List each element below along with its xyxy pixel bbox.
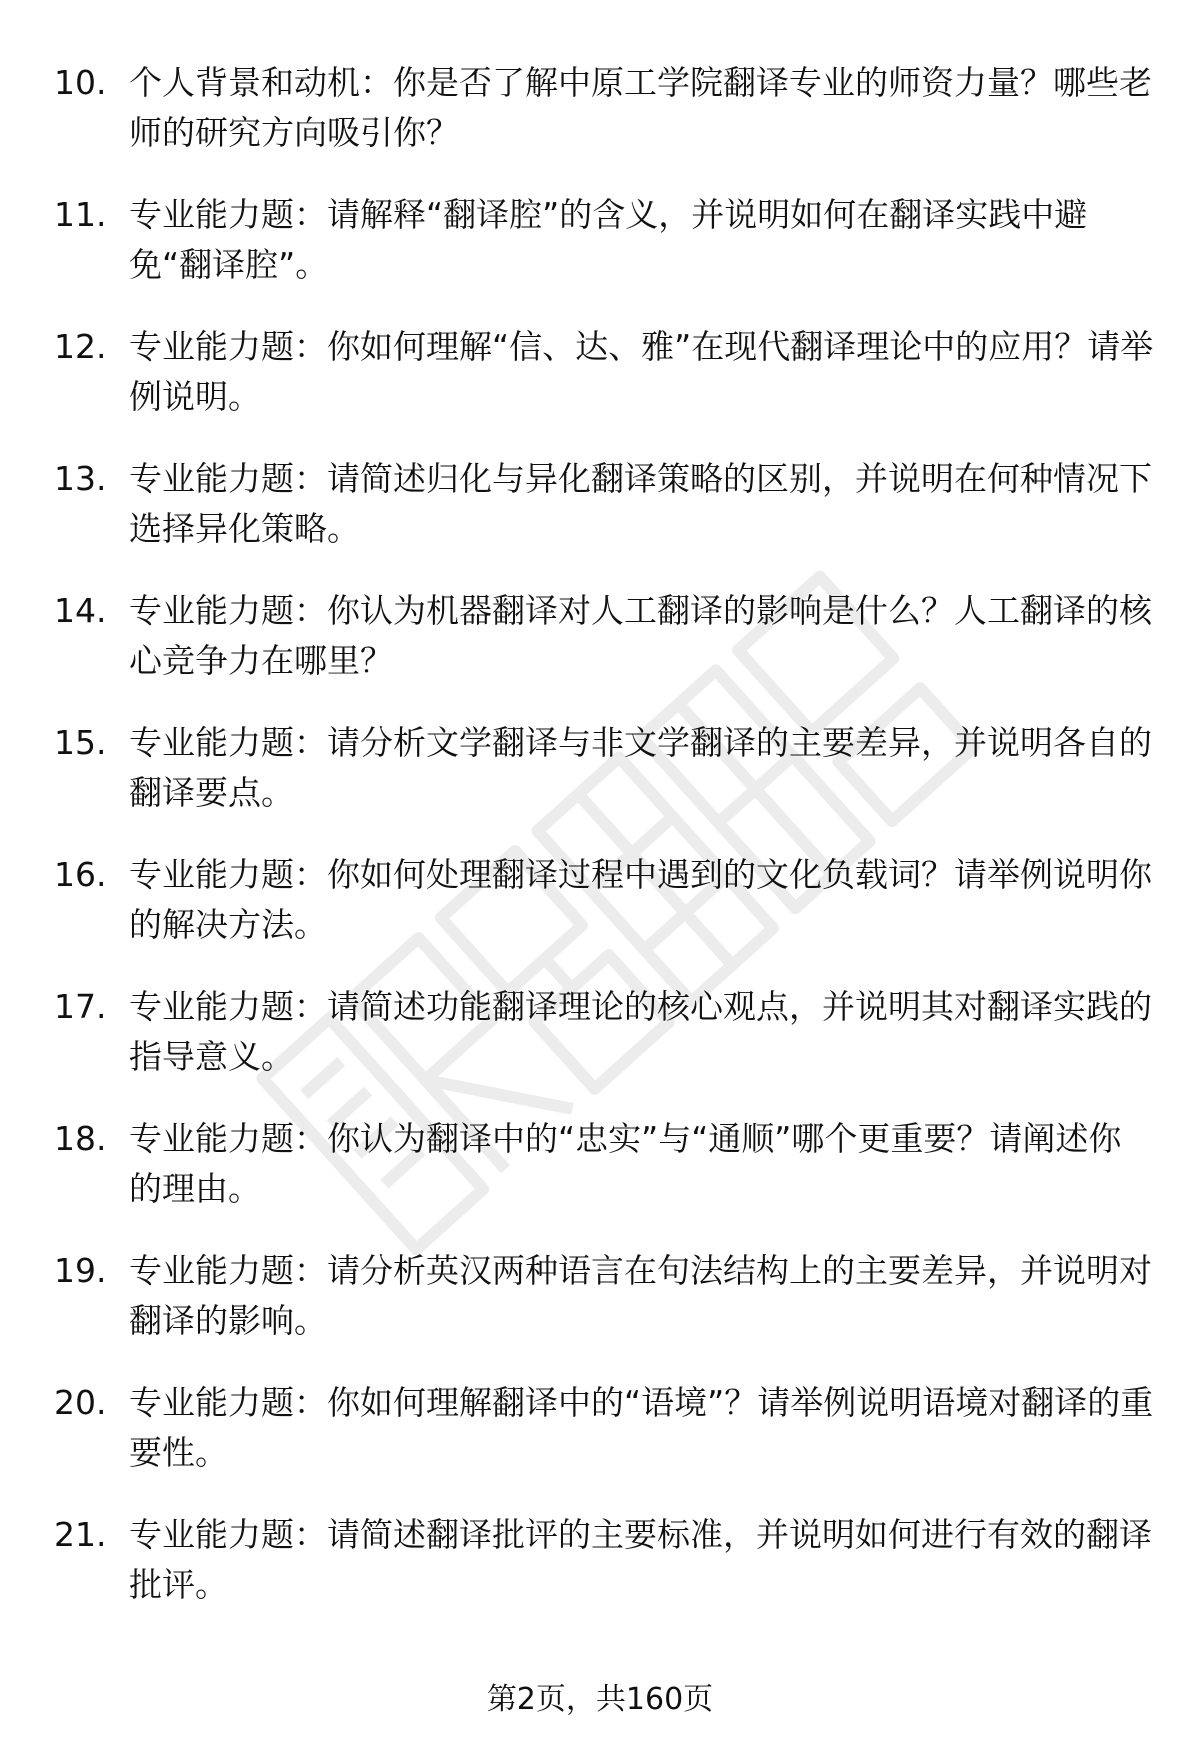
- question-text: 专业能力题：你如何处理翻译过程中遇到的文化负载词？请举例说明你的解决方法。: [129, 855, 1152, 944]
- question-text: 专业能力题：请简述翻译批评的主要标准，并说明如何进行有效的翻译批评。: [129, 1515, 1152, 1604]
- question-text: 专业能力题：请分析文学翻译与非文学翻译的主要差异，并说明各自的翻译要点。: [129, 723, 1152, 812]
- list-item: [54, 1246, 1154, 1378]
- question-text: 专业能力题：请简述功能翻译理论的核心观点，并说明其对翻译实践的指导意义。: [129, 987, 1152, 1076]
- question-number: 17.: [54, 987, 107, 1026]
- page-number: 第2页，共160页: [486, 1682, 714, 1717]
- question-number: 19.: [54, 1251, 107, 1290]
- list-item: [54, 1114, 1154, 1246]
- question-text: 专业能力题：你认为机器翻译对人工翻译的影响是什么？人工翻译的核心竞争力在哪里？: [129, 591, 1152, 680]
- question-number: 21.: [54, 1515, 107, 1554]
- list-item: [54, 982, 1154, 1114]
- list-item: [54, 1510, 1154, 1642]
- list-item: [54, 586, 1154, 718]
- question-text: 专业能力题：你如何理解翻译中的“语境”？请举例说明语境对翻译的重要性。: [129, 1383, 1154, 1472]
- question-number: 10.: [54, 63, 107, 102]
- list-item: [54, 322, 1154, 454]
- question-number: 11.: [54, 195, 107, 234]
- list-item: [54, 850, 1154, 982]
- question-number: 16.: [54, 855, 107, 894]
- list-item: [54, 718, 1154, 850]
- question-number: 20.: [54, 1383, 107, 1422]
- question-text: 专业能力题：请分析英汉两种语言在句法结构上的主要差异，并说明对翻译的影响。: [129, 1251, 1152, 1340]
- question-text: 专业能力题：请解释“翻译腔”的含义，并说明如何在翻译实践中避免“翻译腔”。: [129, 195, 1088, 284]
- list-item: [54, 1378, 1154, 1510]
- question-number: 15.: [54, 723, 107, 762]
- list-item: [54, 190, 1154, 322]
- question-text: 专业能力题：请简述归化与异化翻译策略的区别，并说明在何种情况下选择异化策略。: [129, 459, 1152, 548]
- question-number: 14.: [54, 591, 107, 630]
- question-list: [54, 58, 1154, 1642]
- question-text: 专业能力题：你认为翻译中的“忠实”与“通顺”哪个更重要？请阐述你的理由。: [129, 1119, 1122, 1208]
- question-text: 个人背景和动机：你是否了解中原工学院翻译专业的师资力量？哪些老师的研究方向吸引你？: [129, 63, 1152, 152]
- question-text: 专业能力题：你如何理解“信、达、雅”在现代翻译理论中的应用？请举例说明。: [129, 327, 1154, 416]
- question-number: 12.: [54, 327, 107, 366]
- list-item: [54, 454, 1154, 586]
- list-item: [54, 58, 1154, 190]
- question-number: 18.: [54, 1119, 107, 1158]
- question-number: 13.: [54, 459, 107, 498]
